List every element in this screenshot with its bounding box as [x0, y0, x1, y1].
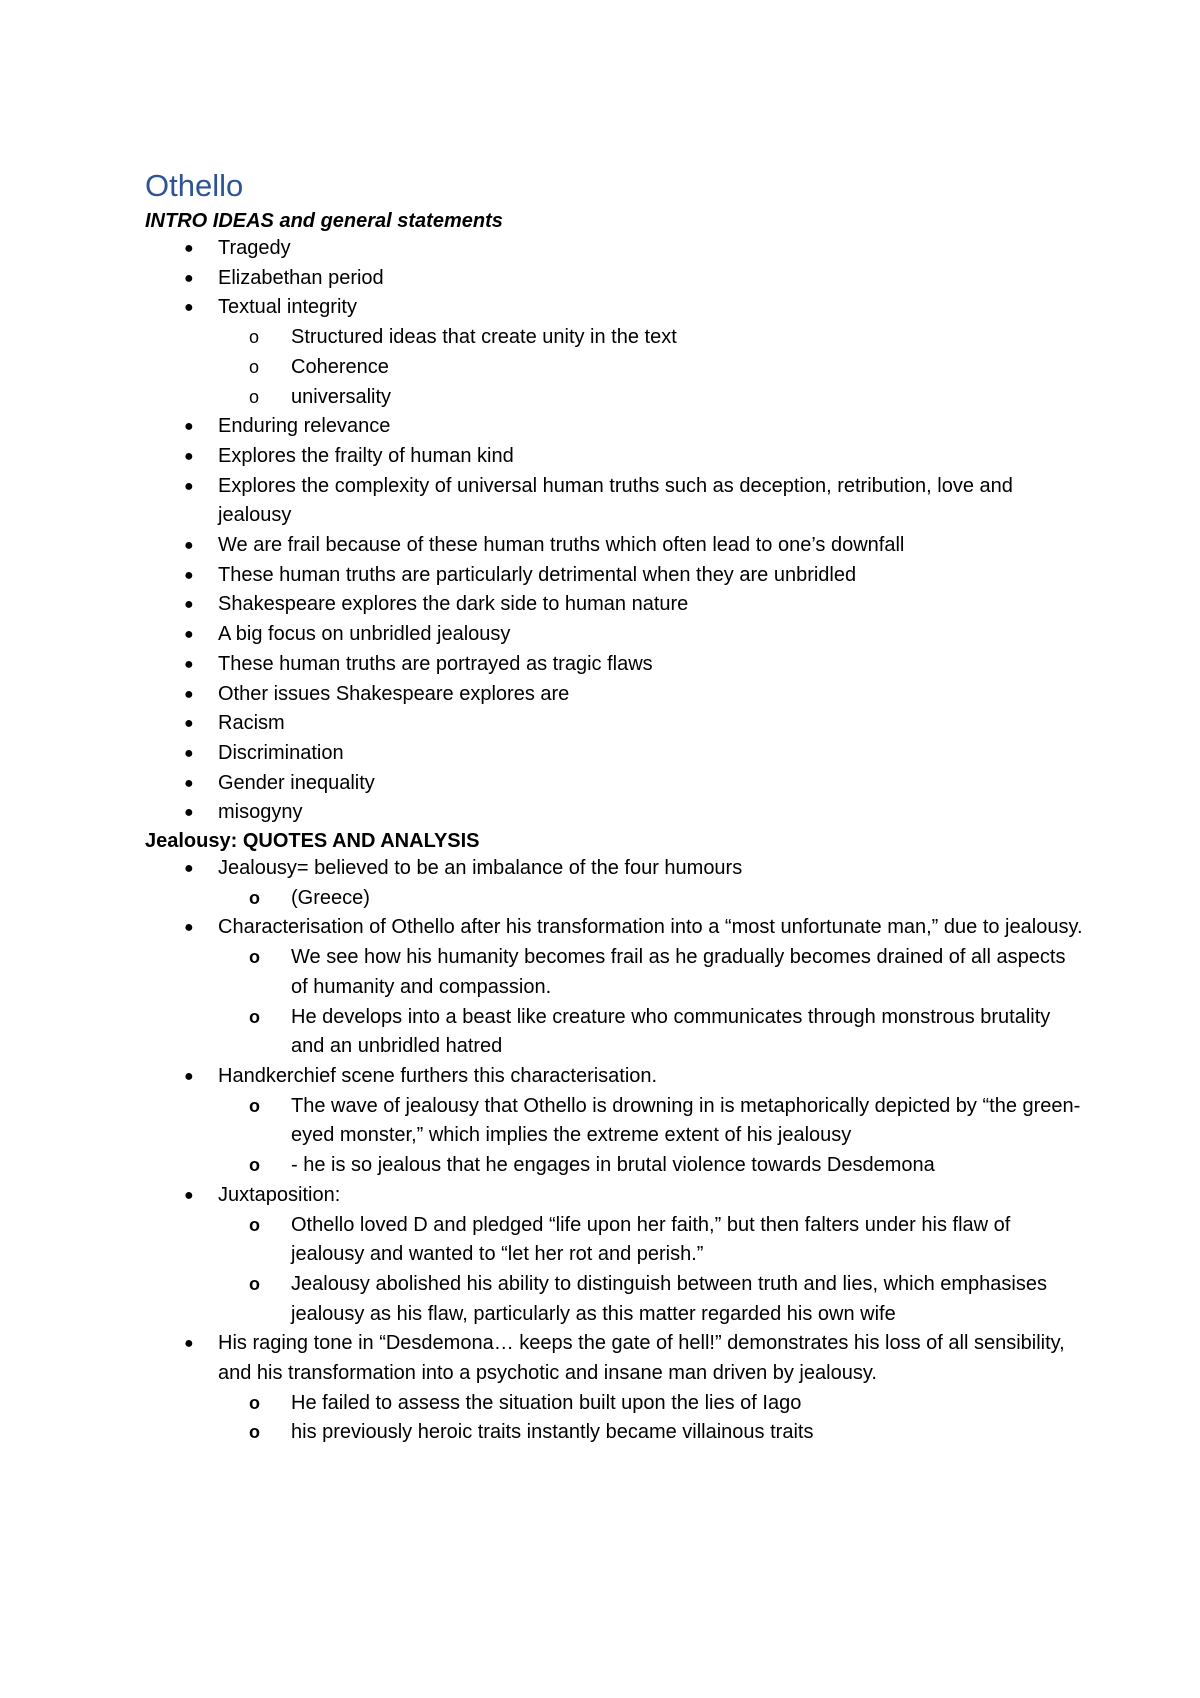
- sub-list: [218, 884, 1085, 914]
- bullet-icon: ●: [184, 537, 194, 555]
- jealousy-list: [145, 854, 1085, 1448]
- bullet-icon: ●: [184, 685, 194, 703]
- bullet-icon: ●: [184, 1186, 194, 1204]
- list-item-text: Enduring relevance: [218, 415, 391, 438]
- bullet-icon: ●: [184, 299, 194, 317]
- bullet-icon: ●: [184, 655, 194, 673]
- sub-list-item-text: Coherence: [291, 355, 389, 378]
- list-item-text: Handkerchief scene furthers this characterisation.: [218, 1064, 658, 1087]
- list-item: [145, 913, 1085, 1062]
- list-item-text: Other issues Shakespeare explores are: [218, 682, 570, 705]
- circle-bullet-icon: o: [249, 1095, 260, 1116]
- sub-list-item-text: The wave of jealousy that Othello is drowning in is metaphorically depicted by “the green- eyed monster,” which implies the extreme extent of his jealousy: [291, 1094, 1081, 1147]
- sub-list: [218, 323, 1085, 412]
- list-item-text: Jealousy= believed to be an imbalance of the four humours: [218, 857, 743, 880]
- bullet-icon: ●: [184, 447, 194, 465]
- list-item-text: Explores the frailty of human kind: [218, 444, 514, 467]
- sub-list-item: [218, 1003, 1085, 1062]
- sub-list-item-text: Structured ideas that create unity in the text: [291, 326, 677, 349]
- circle-bullet-icon: o: [249, 1422, 260, 1443]
- sub-list-item: [218, 884, 1085, 914]
- list-item: [145, 264, 1085, 294]
- bullet-icon: ●: [184, 626, 194, 644]
- list-item: [145, 769, 1085, 799]
- circle-bullet-icon: o: [249, 386, 260, 407]
- sub-list-item-text: his previously heroic traits instantly became villainous traits: [291, 1421, 814, 1444]
- bullet-icon: ●: [184, 715, 194, 733]
- list-item-text: His raging tone in “Desdemona… keeps the gate of hell!” demonstrates his loss of all sensibility, and his transformation into a psychotic and insane man driven by jealousy.: [218, 1332, 1065, 1385]
- list-item: [145, 472, 1085, 531]
- sub-list-item-text: Othello loved D and pledged “life upon her faith,” but then falters under his flaw of jealousy and wanted to “let her rot and perish.”: [291, 1213, 1011, 1266]
- list-item: [145, 561, 1085, 591]
- sub-list-item: [218, 1270, 1085, 1329]
- intro-heading: INTRO IDEAS and general statements: [145, 210, 503, 232]
- sub-list-item: [218, 383, 1085, 413]
- sub-list-item: [218, 1092, 1085, 1151]
- list-item: [145, 798, 1085, 828]
- list-item-text: Tragedy: [218, 237, 291, 259]
- list-item-text: We are frail because of these human truths which often lead to one’s downfall: [218, 534, 905, 557]
- bullet-icon: ●: [184, 477, 194, 495]
- list-item: [145, 1062, 1085, 1181]
- bullet-icon: ●: [184, 860, 194, 878]
- list-item-text: Textual integrity: [218, 296, 357, 319]
- list-item: [145, 531, 1085, 561]
- sub-list: [218, 1092, 1085, 1181]
- list-item-text: Shakespeare explores the dark side to human nature: [218, 593, 689, 616]
- list-item: [145, 1181, 1085, 1330]
- bullet-icon: ●: [184, 269, 194, 287]
- list-item: [145, 680, 1085, 710]
- list-item-text: These human truths are particularly detrimental when they are unbridled: [218, 563, 857, 586]
- list-item: [145, 590, 1085, 620]
- sub-list: [218, 1211, 1085, 1330]
- list-item-text: misogyny: [218, 801, 303, 824]
- sub-list: [218, 1389, 1085, 1448]
- list-item: [145, 739, 1085, 769]
- bullet-icon: ●: [184, 1067, 194, 1085]
- bullet-icon: ●: [184, 1335, 194, 1353]
- circle-bullet-icon: o: [249, 356, 260, 377]
- list-item-text: Discrimination: [218, 741, 344, 764]
- sub-list: [218, 943, 1085, 1062]
- sub-list-item: [218, 1151, 1085, 1181]
- list-item-text: Characterisation of Othello after his transformation into a “most unfortunate man,” due to jealousy.: [218, 916, 1083, 939]
- bullet-icon: ●: [184, 919, 194, 937]
- bullet-icon: ●: [184, 596, 194, 614]
- list-item: [145, 412, 1085, 442]
- bullet-icon: ●: [184, 418, 194, 436]
- list-item: [145, 709, 1085, 739]
- bullet-icon: ●: [184, 774, 194, 792]
- circle-bullet-icon: o: [249, 1273, 260, 1294]
- list-item: [145, 1329, 1085, 1448]
- sub-list-item-text: He failed to assess the situation built upon the lies of Iago: [291, 1391, 802, 1414]
- list-item-text: Elizabethan period: [218, 266, 384, 289]
- list-item-text: Gender inequality: [218, 771, 375, 794]
- sub-list-item-text: (Greece): [291, 886, 370, 909]
- sub-list-item: [218, 323, 1085, 353]
- list-item: [145, 854, 1085, 913]
- list-item: [145, 293, 1085, 412]
- list-item-text: A big focus on unbridled jealousy: [218, 623, 511, 646]
- bullet-icon: ●: [184, 744, 194, 762]
- circle-bullet-icon: o: [249, 1006, 260, 1027]
- sub-list-item-text: We see how his humanity becomes frail as he gradually becomes drained of all aspects of humanity and compassion.: [291, 946, 1066, 998]
- sub-list-item-text: He develops into a beast like creature who communicates through monstrous brutality and an unbridled hatred: [291, 1005, 1051, 1058]
- circle-bullet-icon: o: [249, 947, 260, 968]
- circle-bullet-icon: o: [249, 1392, 260, 1413]
- circle-bullet-icon: o: [249, 327, 260, 348]
- document-title: Othello: [145, 168, 244, 203]
- list-item-text: Juxtaposition:: [218, 1183, 341, 1206]
- bullet-icon: ●: [184, 566, 194, 584]
- sub-list-item: [218, 943, 1085, 1002]
- list-item: [145, 650, 1085, 680]
- sub-list-item-text: Jealousy abolished his ability to distinguish between truth and lies, which emphasises jealousy as his flaw, particularly as this matter regarded his own wife: [291, 1272, 1047, 1325]
- sub-list-item-text: universality: [291, 385, 392, 408]
- sub-list-item: [218, 1389, 1085, 1419]
- sub-list-item-text: - he is so jealous that he engages in brutal violence towards Desdemona: [291, 1154, 935, 1177]
- intro-list: [145, 234, 1085, 828]
- circle-bullet-icon: o: [249, 1155, 260, 1176]
- sub-list-item: [218, 1211, 1085, 1270]
- sub-list-item: [218, 353, 1085, 383]
- circle-bullet-icon: o: [249, 887, 260, 908]
- list-item-text: Explores the complexity of universal human truths such as deception, retribution, love and jealousy: [218, 474, 1013, 527]
- bullet-icon: ●: [184, 804, 194, 822]
- jealousy-heading: Jealousy: QUOTES AND ANALYSIS: [145, 830, 480, 853]
- list-item: [145, 234, 1085, 264]
- list-item-text: These human truths are portrayed as tragic flaws: [218, 652, 653, 675]
- bullet-icon: ●: [184, 240, 194, 257]
- sub-list-item: [218, 1418, 1085, 1448]
- list-item-text: Racism: [218, 712, 285, 735]
- document-page: [145, 168, 1085, 1448]
- circle-bullet-icon: o: [249, 1214, 260, 1235]
- list-item: [145, 620, 1085, 650]
- list-item: [145, 442, 1085, 472]
